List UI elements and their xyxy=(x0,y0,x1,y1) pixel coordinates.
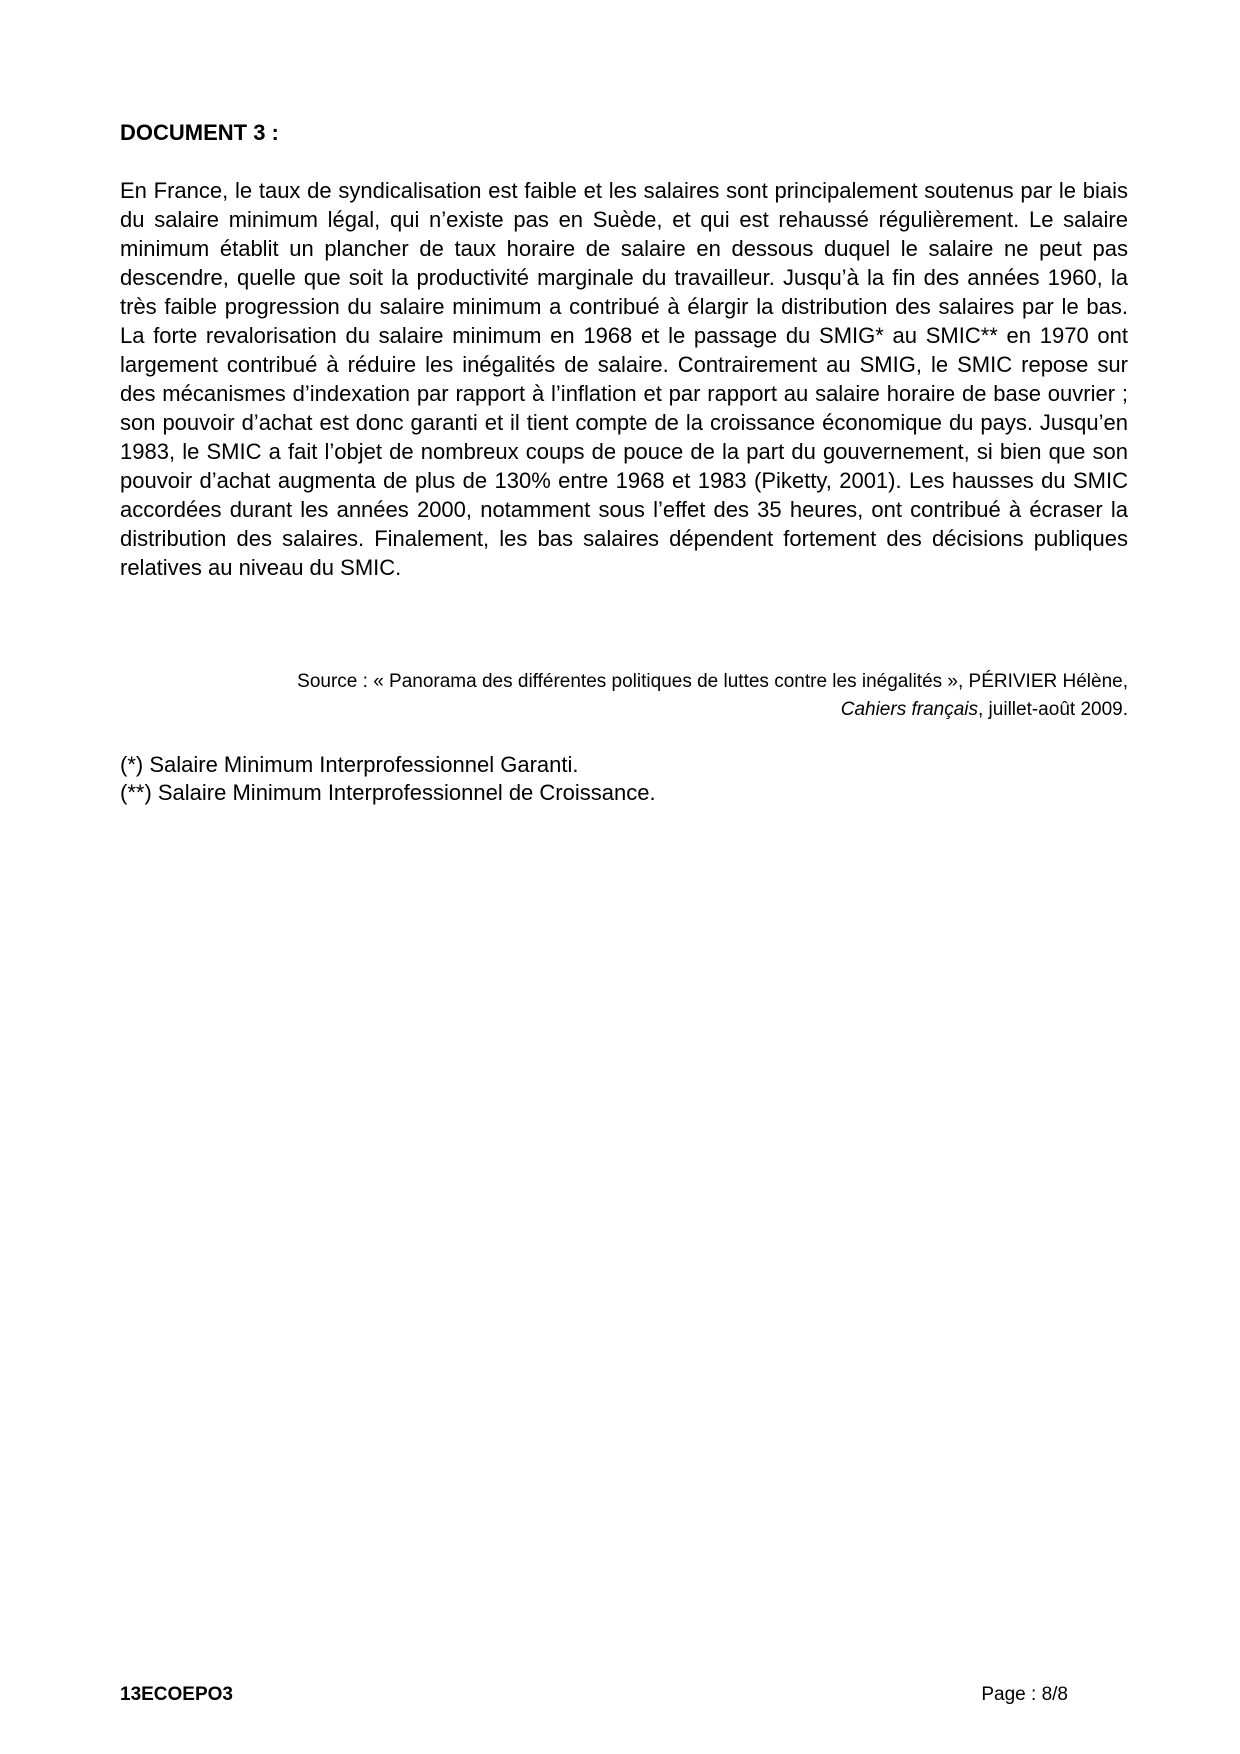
source-date: , juillet-août 2009. xyxy=(978,699,1128,720)
document-heading: DOCUMENT 3 : xyxy=(120,120,279,145)
footnotes xyxy=(120,751,1128,807)
footer-document-code: 13ECOEPO3 xyxy=(120,1684,233,1705)
footnote-smig: (*) Salaire Minimum Interprofessionnel Garanti. xyxy=(120,752,579,777)
footer-page-number: Page : 8/8 xyxy=(981,1684,1068,1705)
source-citation xyxy=(120,668,1128,724)
source-publication: Cahiers français xyxy=(840,699,978,720)
source-line-2 xyxy=(120,696,1128,724)
footnote-smic: (**) Salaire Minimum Interprofessionnel de Croissance. xyxy=(120,780,656,805)
document-body-text: En France, le taux de syndicalisation est faible et les salaires sont principalement soutenus par le biais du salaire minimum légal, qui n’existe pas en Suède, et qui est rehaussé régulièrement. Le salaire minimum établit un plancher de taux horaire de salaire en dessous duquel le salaire ne peut pas descendre, quelle que soit la productivité marginale du travailleur. Jusqu’à la fin des années 1960, la très faible progression du salaire minimum a contribué à élargir la distribution des salaires par le bas. La forte revalorisation du salaire minimum en 1968 et le passage du SMIG* au SMIC** en 1970 ont largement contribué à réduire les inégalités de salaire. Contrairement au SMIG, le SMIC repose sur des mécanismes d’indexation par rapport à l’inflation et par rapport au salaire horaire de base ouvrier ; son pouvoir d’achat est donc garanti et il tient compte de la croissance économique du pays. Jusqu’en 1983, le SMIC a fait l’objet de nombreux coups de pouce de la part du gouvernement, si bien que son pouvoir d’achat augmenta de plus de 130% entre 1968 et 1983 (Piketty, 2001). Les hausses du SMIC accordées durant les années 2000, notamment sous l’effet des 35 heures, ont contribué à écraser la distribution des salaires. Finalement, les bas salaires dépendent fortement des décisions publiques relatives au niveau du SMIC. xyxy=(120,178,1128,580)
source-line-1: Source : « Panorama des différentes politiques de luttes contre les inégalités », PÉRIVIER Hélène, xyxy=(297,671,1128,692)
